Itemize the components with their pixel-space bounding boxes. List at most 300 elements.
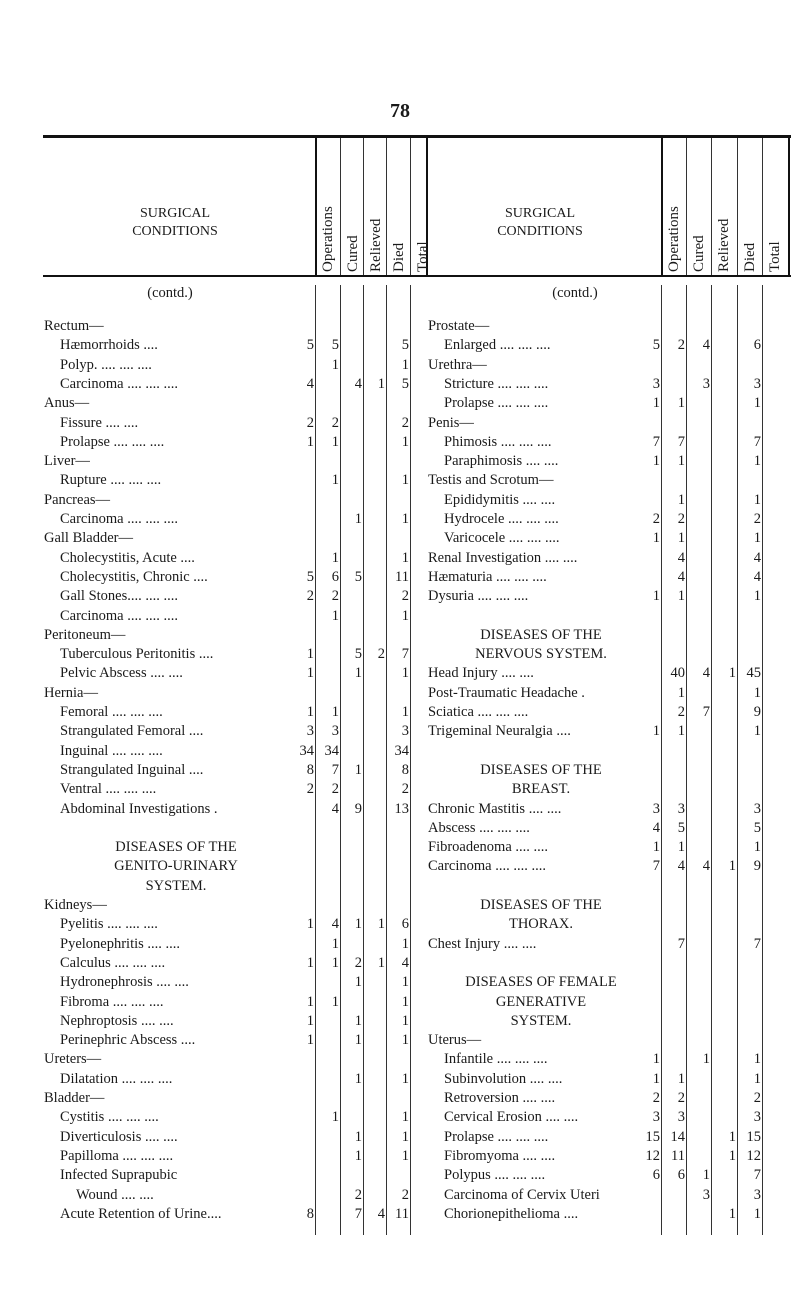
- condition-label: Anus—: [44, 395, 90, 412]
- cell-total: 1: [753, 491, 761, 508]
- cell-relieved: 3: [702, 375, 710, 392]
- cell-relieved: 1: [354, 1012, 362, 1029]
- condition-label: Ureters—: [44, 1051, 102, 1068]
- cell-died: 1: [728, 665, 736, 682]
- cell-total: 9: [753, 858, 761, 875]
- cell-operations: 1: [306, 954, 314, 971]
- table-row: [428, 1129, 654, 1147]
- condition-label: Chronic Mastitis .... ....: [428, 800, 562, 817]
- table-row: [44, 1090, 308, 1108]
- table-row: [44, 936, 308, 954]
- cell-total: 45: [746, 665, 761, 682]
- table-row: [44, 1051, 308, 1069]
- cell-cured: 4: [331, 916, 339, 933]
- condition-label: Bladder—: [44, 1090, 105, 1106]
- cell-cured: 3: [677, 1109, 685, 1126]
- table-row: [428, 530, 654, 548]
- cell-total: 1: [401, 607, 409, 624]
- cell-relieved: 1: [354, 974, 362, 991]
- condition-label: Polypus .... .... ....: [444, 1167, 546, 1184]
- table-row: [428, 801, 654, 819]
- table-row: [44, 1013, 308, 1031]
- table-row: [44, 858, 308, 876]
- cell-total: 11: [395, 1205, 409, 1222]
- cell-operations: 8: [306, 1205, 314, 1222]
- cell-total: 2: [401, 781, 409, 798]
- table-row: [44, 1148, 308, 1166]
- cell-operations: 1: [306, 665, 314, 682]
- table-row: [44, 318, 308, 336]
- table-row: [44, 820, 308, 838]
- cell-cured: 2: [677, 337, 685, 354]
- cell-cured: 1: [331, 993, 339, 1010]
- right-column-header-died: Died: [742, 242, 758, 272]
- condition-label: Gall Stones.... .... ....: [60, 588, 179, 605]
- condition-label: Inguinal .... .... ....: [60, 742, 163, 759]
- column-divider: [762, 285, 763, 1235]
- table-row: [428, 1051, 654, 1069]
- condition-label: Carcinoma of Cervix Uteri: [444, 1186, 600, 1203]
- cell-relieved: 1: [354, 1128, 362, 1145]
- cell-cured: 1: [677, 839, 685, 856]
- table-row: [44, 743, 308, 761]
- right-column-header-relieved: Relieved: [716, 218, 732, 272]
- cell-relieved: 1: [702, 1167, 710, 1184]
- column-divider: [340, 285, 341, 1235]
- cell-operations: 2: [306, 781, 314, 798]
- left-column-header-died: Died: [391, 242, 407, 272]
- left-column-header-relieved: Relieved: [368, 218, 384, 272]
- condition-label: Diverticulosis .... ....: [60, 1128, 178, 1145]
- section-heading: NERVOUS SYSTEM.: [475, 646, 607, 663]
- cell-cured: 1: [677, 453, 685, 470]
- cell-total: 1: [753, 1070, 761, 1087]
- condition-label: Peritoneum—: [44, 626, 126, 643]
- table-row: [44, 878, 308, 896]
- table-row: [428, 415, 654, 433]
- condition-label: Gall Bladder—: [44, 530, 133, 547]
- cell-total: 2: [401, 588, 409, 605]
- cell-total: 5: [401, 375, 409, 392]
- condition-header-line: CONDITIONS: [132, 223, 218, 239]
- table-row: [428, 743, 654, 761]
- cell-operations: 2: [652, 511, 660, 527]
- condition-label: Kidneys—: [44, 897, 107, 913]
- cell-cured: 4: [677, 858, 685, 875]
- section-heading: DISEASES OF THE: [480, 626, 602, 643]
- cell-operations: 1: [652, 530, 660, 547]
- column-divider: [363, 285, 364, 1235]
- table-row: [44, 1206, 308, 1224]
- condition-label: Dilatation .... .... ....: [60, 1070, 173, 1087]
- table-row: [428, 395, 654, 413]
- cell-total: 6: [753, 337, 761, 354]
- cell-total: 6: [401, 916, 409, 933]
- cell-total: 3: [753, 1109, 761, 1126]
- column-divider: [762, 138, 763, 275]
- left-column-header-operations: Operations: [320, 206, 336, 272]
- cell-cured: 1: [677, 1070, 685, 1087]
- condition-header-line: CONDITIONS: [497, 223, 583, 239]
- cell-total: 9: [753, 704, 761, 720]
- cell-cured: 5: [677, 819, 685, 836]
- table-row: [44, 665, 308, 683]
- cell-total: 1: [401, 1012, 409, 1029]
- cell-operations: 1: [652, 723, 660, 740]
- cell-operations: 1: [652, 453, 660, 470]
- condition-label: Epididymitis .... ....: [444, 491, 556, 508]
- cell-total: 3: [753, 375, 761, 392]
- cell-relieved: 4: [702, 665, 710, 682]
- table-row: [428, 916, 654, 934]
- table-row: [44, 762, 308, 780]
- table-row: [44, 415, 308, 433]
- cell-total: 3: [753, 800, 761, 817]
- cell-operations: 1: [652, 1070, 660, 1087]
- cell-relieved: 3: [702, 1186, 710, 1203]
- table-row: [428, 357, 654, 375]
- cell-cured: 1: [677, 723, 685, 740]
- table-row: [428, 1090, 654, 1108]
- table-row: [428, 1187, 654, 1205]
- column-divider: [410, 138, 411, 275]
- cell-total: 1: [753, 453, 761, 470]
- cell-operations: 3: [652, 800, 660, 817]
- condition-label: Phimosis .... .... ....: [444, 433, 552, 450]
- table-row: [428, 608, 654, 626]
- cell-cured: 6: [331, 568, 339, 585]
- cell-cured: 1: [677, 395, 685, 412]
- table-row: [428, 1167, 654, 1185]
- condition-label: Cervical Erosion .... ....: [444, 1109, 579, 1126]
- cell-total: 7: [753, 935, 761, 952]
- cell-total: 4: [753, 549, 761, 566]
- condition-label: Fibroma .... .... ....: [60, 993, 164, 1010]
- cell-total: 1: [401, 1109, 409, 1126]
- cell-cured: 6: [677, 1167, 685, 1184]
- table-row: [44, 453, 308, 471]
- cell-operations: 5: [306, 337, 314, 354]
- table-row: [44, 434, 308, 452]
- cell-cured: 1: [331, 1109, 339, 1126]
- table-row: [44, 550, 308, 568]
- cell-died: 1: [728, 1147, 736, 1164]
- condition-label: Head Injury .... ....: [428, 665, 534, 682]
- left-column-header-total: Total: [415, 241, 431, 272]
- table-row: [44, 646, 308, 664]
- table-row: [44, 1071, 308, 1089]
- cell-relieved: 1: [354, 665, 362, 682]
- cell-operations: 1: [306, 916, 314, 933]
- condition-label: Nephroptosis .... ....: [60, 1012, 174, 1029]
- cell-died: 1: [728, 1128, 736, 1145]
- table-row: [44, 994, 308, 1012]
- cell-total: 1: [401, 549, 409, 566]
- condition-label: Strangulated Inguinal ....: [60, 761, 204, 778]
- table-row: [428, 878, 654, 896]
- cell-total: 5: [401, 337, 409, 354]
- cell-total: 2: [753, 1090, 761, 1106]
- cell-relieved: 1: [354, 1070, 362, 1087]
- section-heading: DISEASES OF FEMALE: [465, 974, 617, 991]
- condition-label: Uterus—: [428, 1032, 482, 1049]
- condition-label: Infantile .... .... ....: [444, 1051, 548, 1068]
- cell-cured: 3: [331, 723, 339, 740]
- cell-total: 1: [401, 511, 409, 527]
- cell-cured: 7: [331, 761, 339, 778]
- cell-operations: 3: [652, 1109, 660, 1126]
- table-row: [428, 936, 654, 954]
- table-row: [44, 569, 308, 587]
- condition-label: Penis—: [428, 414, 474, 431]
- condition-label: Trigeminal Neuralgia ....: [428, 723, 571, 740]
- cell-operations: 4: [652, 819, 660, 836]
- table-row: [428, 492, 654, 510]
- table-row: [44, 1129, 308, 1147]
- cell-total: 1: [401, 993, 409, 1010]
- condition-label: Cholecystitis, Chronic ....: [60, 568, 208, 585]
- table-row: [44, 530, 308, 548]
- section-heading: GENERATIVE: [495, 993, 587, 1010]
- column-divider: [386, 138, 387, 275]
- table-row: [428, 318, 654, 336]
- cell-operations: 1: [306, 433, 314, 450]
- cell-cured: 40: [670, 665, 685, 682]
- table-row: [428, 453, 654, 471]
- table-row: [44, 1032, 308, 1050]
- cell-total: 2: [753, 511, 761, 527]
- cell-relieved: 4: [354, 375, 362, 392]
- table-row: [428, 994, 654, 1012]
- condition-label: Polyp. .... .... ....: [60, 356, 152, 373]
- table-row: [44, 337, 308, 355]
- cell-cured: 1: [331, 935, 339, 952]
- condition-label: Chorionepithelioma ....: [444, 1205, 579, 1222]
- cell-total: 1: [753, 530, 761, 547]
- cell-total: 1: [753, 839, 761, 856]
- section-heading: DISEASES OF THE: [480, 897, 602, 913]
- section-heading: DISEASES OF THE: [115, 839, 237, 856]
- cell-total: 1: [401, 1147, 409, 1164]
- cell-cured: 11: [671, 1147, 685, 1164]
- cell-total: 3: [753, 1186, 761, 1203]
- cell-operations: 5: [306, 568, 314, 585]
- cell-operations: 2: [306, 414, 314, 431]
- condition-label: Dysuria .... .... ....: [428, 588, 529, 605]
- condition-label: Stricture .... .... ....: [444, 375, 549, 392]
- cell-total: 1: [401, 356, 409, 373]
- left-condition-header: [44, 205, 306, 240]
- cell-total: 12: [746, 1147, 761, 1164]
- table-row: [428, 1071, 654, 1089]
- table-row: [428, 1032, 654, 1050]
- condition-label: Prolapse .... .... ....: [444, 1128, 549, 1145]
- table-row: [44, 685, 308, 703]
- cell-cured: 1: [331, 433, 339, 450]
- table-row: [44, 781, 308, 799]
- cell-cured: 2: [677, 511, 685, 527]
- condition-label: Prolapse .... .... ....: [444, 395, 549, 412]
- table-row: [428, 337, 654, 355]
- cell-total: 1: [401, 433, 409, 450]
- cell-cured: 4: [677, 549, 685, 566]
- condition-label: Papilloma .... .... ....: [60, 1147, 174, 1164]
- condition-label: Hydrocele .... .... ....: [444, 511, 559, 527]
- cell-relieved: 5: [354, 568, 362, 585]
- section-heading: BREAST.: [511, 781, 571, 798]
- cell-cured: 1: [331, 607, 339, 624]
- table-row: [44, 588, 308, 606]
- cell-total: 7: [401, 646, 409, 663]
- condition-label: Hæmorrhoids ....: [60, 337, 158, 354]
- cell-died: 1: [377, 916, 385, 933]
- cell-operations: 1: [306, 1012, 314, 1029]
- table-row: [428, 665, 654, 683]
- cell-operations: 4: [306, 375, 314, 392]
- cell-cured: 1: [331, 704, 339, 720]
- condition-label: Infected Suprapubic: [60, 1167, 178, 1184]
- column-divider: [737, 138, 738, 275]
- cell-operations: 1: [306, 704, 314, 720]
- condition-label: Sciatica .... .... ....: [428, 704, 529, 720]
- cell-died: 1: [377, 375, 385, 392]
- section-heading: SYSTEM.: [145, 877, 207, 894]
- condition-label: Post-Traumatic Headache .: [428, 684, 585, 701]
- cell-relieved: 1: [354, 916, 362, 933]
- cell-relieved: 2: [354, 954, 362, 971]
- cell-operations: 5: [652, 337, 660, 354]
- condition-label: Renal Investigation .... ....: [428, 549, 578, 566]
- cell-cured: 4: [331, 800, 339, 817]
- right-column-header-operations: Operations: [666, 206, 682, 272]
- column-divider: [711, 138, 712, 275]
- condition-header-line: SURGICAL: [139, 206, 210, 221]
- cell-cured: 2: [331, 414, 339, 431]
- condition-label: Hernia—: [44, 684, 98, 701]
- table-row: [44, 897, 308, 915]
- cell-total: 1: [401, 472, 409, 489]
- cell-died: 1: [377, 954, 385, 971]
- cell-relieved: 1: [354, 511, 362, 527]
- column-divider: [340, 138, 341, 275]
- table-row: [44, 608, 308, 626]
- condition-label: Hydronephrosis .... ....: [60, 974, 189, 991]
- table-row: [428, 646, 654, 664]
- table-row: [44, 395, 308, 413]
- cell-operations: 1: [652, 839, 660, 856]
- condition-label: Hæmaturia .... .... ....: [428, 568, 547, 585]
- column-divider: [686, 285, 687, 1235]
- cell-operations: 7: [652, 858, 660, 875]
- cell-cured: 5: [331, 337, 339, 354]
- table-row: [428, 1206, 654, 1224]
- cell-relieved: 1: [702, 1051, 710, 1068]
- condition-label: Subinvolution .... ....: [444, 1070, 563, 1087]
- cell-operations: 1: [652, 588, 660, 605]
- cell-operations: 2: [652, 1090, 660, 1106]
- table-row: [428, 588, 654, 606]
- cell-operations: 1: [306, 993, 314, 1010]
- cell-relieved: 1: [354, 761, 362, 778]
- section-heading: THORAX.: [508, 916, 574, 933]
- cell-cured: 1: [331, 549, 339, 566]
- condition-label: Cholecystitis, Acute ....: [60, 549, 195, 566]
- cell-total: 7: [753, 1167, 761, 1184]
- table-row: [44, 357, 308, 375]
- cell-total: 1: [401, 665, 409, 682]
- table-row: [428, 762, 654, 780]
- table-row: [44, 376, 308, 394]
- section-divider: [788, 138, 790, 275]
- cell-operations: 34: [299, 742, 314, 759]
- page-number: 78: [390, 100, 410, 122]
- condition-label: Prostate—: [428, 318, 490, 334]
- condition-label: Abdominal Investigations .: [60, 800, 218, 817]
- condition-header-line: SURGICAL: [504, 206, 575, 221]
- cell-operations: 1: [652, 395, 660, 412]
- condition-label: Enlarged .... .... ....: [444, 337, 551, 354]
- cell-cured: 1: [677, 530, 685, 547]
- cell-total: 1: [401, 935, 409, 952]
- cell-total: 1: [753, 1205, 761, 1222]
- cell-relieved: 7: [702, 704, 710, 720]
- cell-total: 34: [394, 742, 409, 759]
- cell-cured: 1: [677, 588, 685, 605]
- table-row: [428, 376, 654, 394]
- cell-total: 15: [746, 1128, 761, 1145]
- cell-relieved: 4: [702, 858, 710, 875]
- cell-cured: 1: [331, 356, 339, 373]
- cell-operations: 6: [652, 1167, 660, 1184]
- condition-label: Ventral .... .... ....: [60, 781, 157, 798]
- cell-relieved: 1: [354, 1147, 362, 1164]
- table-row: [428, 839, 654, 857]
- table-row: [44, 472, 308, 490]
- cell-total: 13: [394, 800, 409, 817]
- cell-died: 2: [377, 646, 385, 663]
- table-row: [428, 897, 654, 915]
- condition-label: Pyelonephritis .... ....: [60, 935, 181, 952]
- condition-label: Liver—: [44, 453, 90, 470]
- cell-total: 2: [401, 1186, 409, 1203]
- cell-cured: 1: [331, 472, 339, 489]
- condition-label: Rectum—: [44, 318, 104, 334]
- cell-cured: 2: [331, 781, 339, 798]
- cell-cured: 7: [677, 433, 685, 450]
- cell-operations: 1: [306, 646, 314, 663]
- table-row: [428, 627, 654, 645]
- cell-relieved: 4: [702, 337, 710, 354]
- condition-label: Pelvic Abscess .... ....: [60, 665, 183, 682]
- condition-label: Retroversion .... ....: [444, 1090, 556, 1106]
- cell-relieved: 2: [354, 1186, 362, 1203]
- header-rule: [43, 275, 791, 277]
- condition-label: Paraphimosis .... ....: [444, 453, 559, 470]
- column-divider: [363, 138, 364, 275]
- cell-operations: 3: [652, 375, 660, 392]
- table-row: [44, 1167, 308, 1185]
- table-row: [44, 1187, 308, 1205]
- table-row: [428, 955, 654, 973]
- condition-label: Femoral .... .... ....: [60, 704, 163, 720]
- cell-cured: 34: [324, 742, 339, 759]
- cell-cured: 1: [677, 491, 685, 508]
- condition-label: Varicocele .... .... ....: [444, 530, 560, 547]
- table-row: [44, 974, 308, 992]
- condition-label: Carcinoma .... .... ....: [60, 511, 178, 527]
- condition-label: Prolapse .... .... ....: [60, 433, 165, 450]
- cell-total: 1: [753, 723, 761, 740]
